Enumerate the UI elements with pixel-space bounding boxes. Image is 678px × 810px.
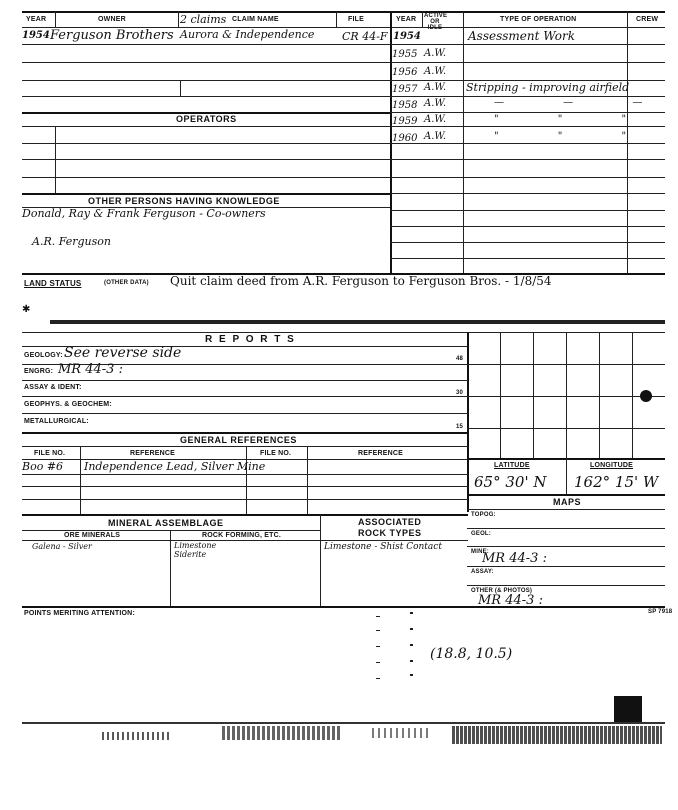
- maps-topog: TOPOG:: [471, 512, 496, 518]
- maps-geol: GEOL:: [471, 531, 491, 537]
- gr-reference-2: REFERENCE: [358, 450, 403, 457]
- margin-48: 48: [456, 356, 464, 362]
- maps-assay: ASSAY:: [471, 569, 494, 575]
- op-year-3: 1957: [392, 84, 418, 95]
- op-year-0: 1954: [393, 31, 421, 42]
- corner-block: [614, 696, 642, 722]
- claim-count: 2 claims: [180, 13, 227, 26]
- land-status-label: LAND STATUS: [24, 279, 82, 288]
- op-year-6: 1960: [392, 133, 418, 144]
- header-file: FILE: [348, 16, 364, 23]
- gr-entry-ref: Independence Lead, Silver Mine: [84, 460, 266, 473]
- op-status-5: A.W.: [424, 114, 447, 125]
- op-year-4: 1958: [392, 100, 418, 111]
- geology-value: See reverse side: [64, 345, 182, 361]
- mineral-assemblage-title: MINERAL ASSEMBLAGE: [108, 518, 224, 528]
- maps-title: MAPS: [553, 497, 582, 507]
- ore-minerals-label: ORE MINERALS: [64, 532, 121, 539]
- op-year-1: 1955: [392, 49, 418, 60]
- grid-reference: (18.8, 10.5): [430, 646, 513, 662]
- gr-entry-file: Boo #6: [22, 460, 64, 473]
- maps-mine-value: MR 44-3 :: [482, 551, 547, 566]
- header-active-idle: ACTIVE OR IDLE: [424, 13, 448, 31]
- maps-other-label: OTHER (& PHOTOS): [471, 588, 533, 594]
- header-crew: CREW: [636, 16, 659, 23]
- other-persons-line1: Donald, Ray & Frank Ferguson - Co-owners: [22, 207, 266, 220]
- engrg-label: ENGRG:: [24, 368, 54, 375]
- bottom-scan-noise: [22, 722, 665, 752]
- longitude-value: 162° 15' W: [574, 473, 659, 491]
- punch-hole: [640, 390, 652, 402]
- scan-smudge-bar: [50, 320, 665, 324]
- op-status-6: A.W.: [424, 131, 447, 142]
- ore-minerals-value: Galena - Silver: [32, 542, 92, 551]
- other-persons-label: OTHER PERSONS HAVING KNOWLEDGE: [88, 196, 280, 206]
- engrg-value: MR 44-3 :: [58, 362, 123, 377]
- land-status-value: Quit claim deed from A.R. Ferguson to Ferguson Bros. - 1/8/54: [170, 274, 552, 288]
- op-type-3: Stripping - improving airfield: [466, 81, 630, 94]
- owner-entry-claim-name: Aurora & Independence: [180, 28, 315, 41]
- margin-30: 30: [456, 390, 464, 396]
- scan-mark: ✱: [22, 304, 31, 315]
- longitude-label: LONGITUDE: [590, 462, 634, 469]
- gr-reference: REFERENCE: [130, 450, 175, 457]
- header-owner: OWNER: [98, 16, 126, 23]
- owner-entry-owner: Ferguson Brothers: [50, 28, 174, 43]
- land-status-sublabel: (OTHER DATA): [104, 280, 149, 286]
- associated-rock-title-2: ROCK TYPES: [358, 528, 422, 538]
- operators-label: OPERATORS: [176, 114, 237, 124]
- header-claim-name: CLAIM NAME: [232, 16, 279, 23]
- rock-forming-value-1: Limestone: [174, 541, 217, 550]
- form-number: SP 7918: [648, 609, 673, 615]
- maps-other-value: MR 44-3 :: [478, 593, 543, 608]
- assay-label: ASSAY & IDENT:: [24, 384, 82, 391]
- op-type-6: " " ": [494, 131, 655, 142]
- rock-forming-label: ROCK FORMING, ETC.: [202, 532, 282, 539]
- header-year-2: YEAR: [396, 16, 417, 23]
- gr-file-no: FILE NO.: [34, 450, 66, 457]
- points-label: POINTS MERITING ATTENTION:: [24, 610, 135, 617]
- op-year-5: 1959: [392, 116, 418, 127]
- op-status-3: A.W.: [424, 82, 447, 93]
- general-references-title: GENERAL REFERENCES: [180, 435, 297, 445]
- header-type-of-operation: TYPE OF OPERATION: [500, 16, 577, 23]
- maps-mine-label: MINE:: [471, 549, 489, 555]
- op-type-4: — — —: [494, 97, 671, 108]
- margin-15: 15: [456, 424, 464, 430]
- other-persons-line2: A.R. Ferguson: [32, 235, 111, 248]
- gr-file-no-2: FILE NO.: [260, 450, 292, 457]
- geophys-label: GEOPHYS. & GEOCHEM:: [24, 401, 112, 408]
- op-year-2: 1956: [392, 67, 418, 78]
- op-status-4: A.W.: [424, 98, 447, 109]
- op-status-1: A.W.: [424, 48, 447, 59]
- op-type-0: Assessment Work: [468, 29, 575, 43]
- associated-rock-title-1: ASSOCIATED: [358, 517, 422, 527]
- latitude-value: 65° 30' N: [474, 473, 547, 491]
- geology-label: GEOLOGY:: [24, 352, 63, 359]
- rock-forming-value-2: Siderite: [174, 550, 207, 559]
- owner-entry-year: 1954: [22, 30, 50, 41]
- dot-marks: [376, 612, 436, 692]
- owner-entry-file: CR 44-F: [342, 30, 388, 43]
- reports-title: R E P O R T S: [205, 334, 296, 345]
- metallurgical-label: METALLURGICAL:: [24, 418, 89, 425]
- op-type-5: " " ": [494, 114, 655, 125]
- op-status-2: A.W.: [424, 66, 447, 77]
- header-year: YEAR: [26, 16, 47, 23]
- latitude-label: LATITUDE: [494, 462, 530, 469]
- associated-rock-value: Limestone - Shist Contact: [324, 542, 442, 552]
